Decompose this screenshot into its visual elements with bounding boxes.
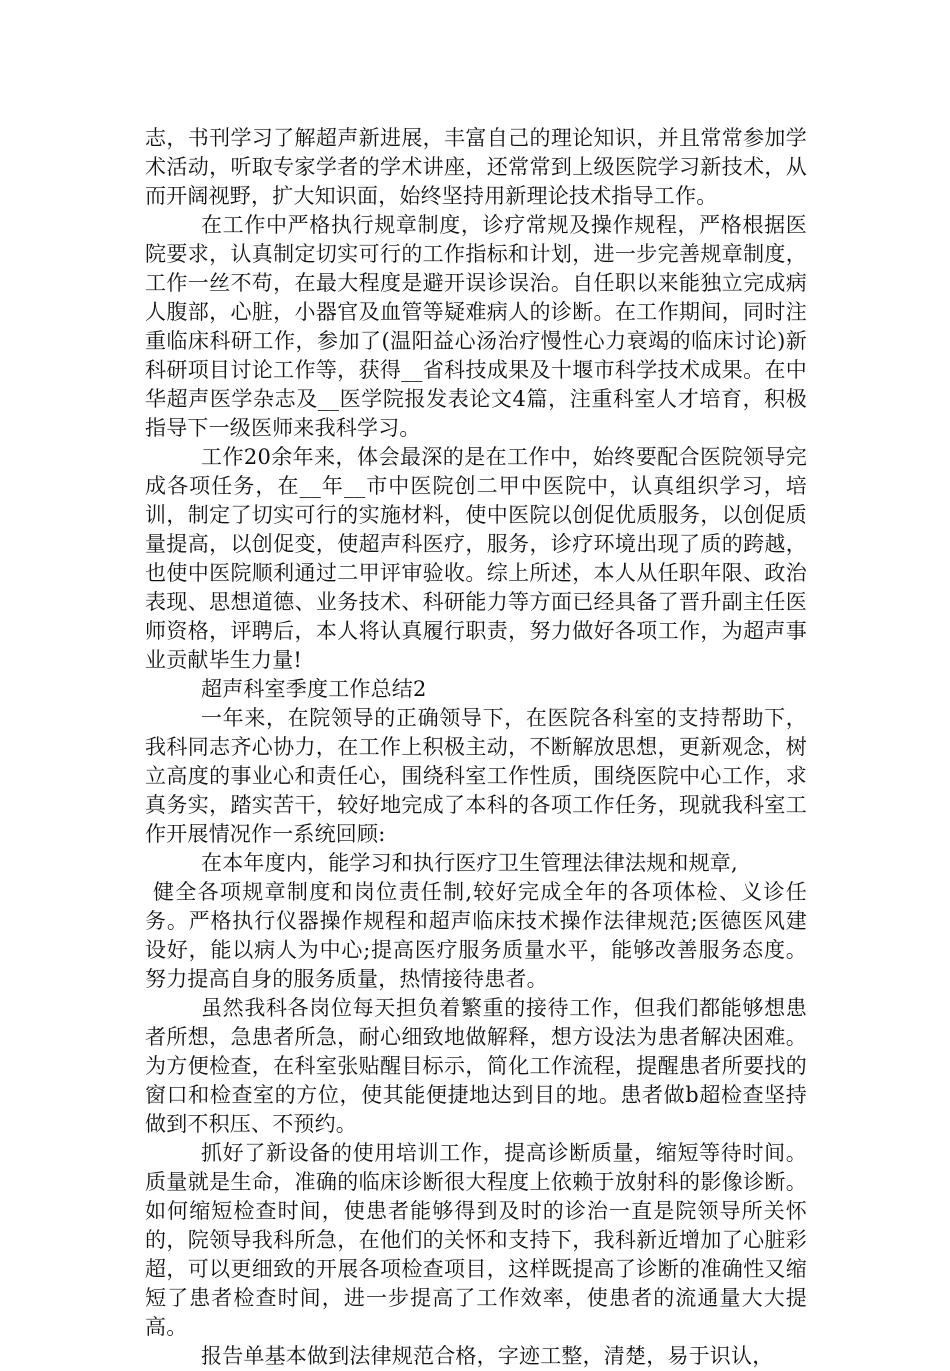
paragraph-intro: 一年来，在院领导的正确领导下，在医院各科室的支持帮助下，我科同志齐心协力，在工作上积极主动，不断解放思想，更新观念，树立高度的事业心和责任心，围绕科室工作性质，围绕医院中心工作，求真务实，踏实苦干，较好地完成了本科的各项工作任务，现就我科室工作开展情况作一系统回顾: <box>145 706 807 846</box>
paragraph-equipment: 抓好了新设备的使用培训工作，提高诊断质量，缩短等待时间。质量就是生命，准确的临床诊断很大程度上依赖于放射科的影像诊断。如何缩短检查时间，使患者能够得到及时的诊治一直是院领导所关怀的，院领导我科所急，在他们的关怀和支持下，我科新近增加了心脏彩超，可以更细致的开展各项检查项目，这样既提高了诊断的准确性又缩短了患者检查时间，进一步提高了工作效率，使患者的流通量大大提高。 <box>145 1141 807 1339</box>
paragraph-rules: 健全各项规章制度和岗位责任制,较好完成全年的各项体检、义诊任务。严格执行仪器操作规程和超声临床技术操作法律规范;医德医风建设好，能以病人为中心;提高医疗服务质量水平，能够改善服务态度。努力提高自身的服务质量，热情接待患者。 <box>145 880 807 991</box>
paragraph-patients: 虽然我科各岗位每天担负着繁重的接待工作，但我们都能够想患者所想，急患者所急，耐心细致地做解释，想方设法为患者解决困难。为方便检查，在科室张贴醒目标示，简化工作流程，提醒患者所要找的窗口和检查室的方位，使其能便捷地达到目的地。患者做b超检查坚持做到不积压、不预约。 <box>145 996 807 1136</box>
section-heading: 超声科室季度工作总结2 <box>201 677 427 701</box>
paragraph-reports: 报告单基本做到法律规范合格，字迹工整，清楚，易于识认， <box>201 1344 774 1368</box>
paragraph-laws: 在本年度内，能学习和执行医疗卫生管理法律法规和规章, <box>201 851 738 875</box>
document-page <box>145 124 807 1371</box>
paragraph-experience: 工作20余年来，体会最深的是在工作中，始终要配合医院领导完成各项任务，在__年__市中医院创二甲中医院中，认真组织学习，培训，制定了切实可行的实施材料，使中医院以创促优质服务，以创促质量提高，以创促变，使超声科医疗，服务，诊疗环境出现了质的跨越，也使中医院顺利通过二甲评审验收。综上所述，本人从任职年限、政治表现、思想道德、业务技术、科研能力等方面已经具备了晋升副主任医师资格，评聘后，本人将认真履行职责，努力做好各项工作，为超声事业贡献毕生力量! <box>145 445 807 672</box>
paragraph-continuation: 志，书刊学习了解超声新进展，丰富自己的理论知识，并且常常参加学术活动，听取专家学者的学术讲座，还常常到上级医院学习新技术，从而开阔视野，扩大知识面，始终坚持用新理论技术指导工作。 <box>145 126 807 208</box>
paragraph-regulations: 在工作中严格执行规章制度，诊疗常规及操作规程，严格根据医院要求，认真制定切实可行的工作指标和计划，进一步完善规章制度，工作一丝不苟，在最大程度是避开误诊误治。自任职以来能独立完成病人腹部，心脏，小器官及血管等疑难病人的诊断。在工作期间，同时注重临床科研工作，参加了(温阳益心汤治疗慢性心力衰竭的临床讨论)新科研项目讨论工作等，获得__省科技成果及十堰市科学技术成果。在中华超声医学杂志及__医学院报发表论文4篇，注重科室人才培育，积极指导下一级医师来我科学习。 <box>145 213 807 440</box>
